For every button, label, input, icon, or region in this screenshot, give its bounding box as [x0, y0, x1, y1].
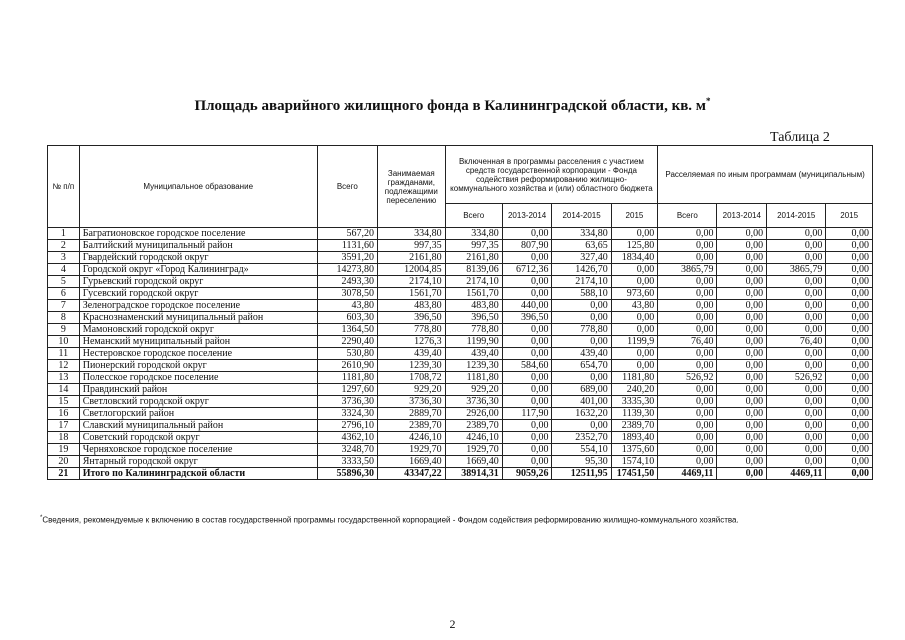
value-cell: 0,00: [658, 288, 717, 300]
value-cell: 0,00: [611, 264, 658, 276]
value-cell: 0,00: [717, 288, 767, 300]
row-number-cell: 21: [48, 468, 80, 480]
value-cell: 584,60: [502, 360, 552, 372]
table-row: [48, 312, 873, 324]
value-cell: 43,80: [317, 300, 377, 312]
value-cell: 0,00: [767, 456, 826, 468]
value-cell: 0,00: [767, 360, 826, 372]
header-program-2015: 2015: [611, 204, 658, 228]
row-number-cell: 2: [48, 240, 80, 252]
value-cell: 3333,50: [317, 456, 377, 468]
value-cell: 0,00: [658, 252, 717, 264]
value-cell: 588,10: [552, 288, 611, 300]
value-cell: 0,00: [502, 420, 552, 432]
municipality-cell: Правдинский район: [79, 384, 317, 396]
value-cell: 0,00: [717, 336, 767, 348]
value-cell: 1239,30: [377, 360, 445, 372]
value-cell: 12511,95: [552, 468, 611, 480]
value-cell: 0,00: [826, 468, 873, 480]
value-cell: 0,00: [717, 408, 767, 420]
value-cell: 6712,36: [502, 264, 552, 276]
value-cell: 8139,06: [445, 264, 502, 276]
value-cell: 0,00: [826, 396, 873, 408]
value-cell: 2389,70: [445, 420, 502, 432]
value-cell: 0,00: [826, 276, 873, 288]
page-number: 2: [449, 617, 456, 631]
value-cell: 396,50: [377, 312, 445, 324]
table-row: [48, 276, 873, 288]
value-cell: 0,00: [658, 456, 717, 468]
page-title: [0, 96, 905, 115]
municipality-cell: Советский городской округ: [79, 432, 317, 444]
value-cell: 0,00: [658, 396, 717, 408]
municipality-cell: Пионерский городской округ: [79, 360, 317, 372]
value-cell: 334,80: [552, 228, 611, 240]
value-cell: 0,00: [658, 420, 717, 432]
value-cell: 0,00: [717, 360, 767, 372]
value-cell: 0,00: [826, 384, 873, 396]
value-cell: 0,00: [826, 456, 873, 468]
table-row: [48, 240, 873, 252]
value-cell: 0,00: [658, 384, 717, 396]
value-cell: 1199,9: [611, 336, 658, 348]
municipality-cell: Светлогорский район: [79, 408, 317, 420]
value-cell: 0,00: [826, 240, 873, 252]
value-cell: 0,00: [611, 228, 658, 240]
value-cell: 0,00: [767, 252, 826, 264]
value-cell: 1139,30: [611, 408, 658, 420]
value-cell: 0,00: [502, 372, 552, 384]
value-cell: 4469,11: [658, 468, 717, 480]
footnote: [40, 512, 870, 527]
value-cell: 401,00: [552, 396, 611, 408]
value-cell: 0,00: [611, 276, 658, 288]
value-cell: 929,20: [445, 384, 502, 396]
value-cell: 0,00: [502, 444, 552, 456]
value-cell: 0,00: [717, 384, 767, 396]
value-cell: 3736,30: [317, 396, 377, 408]
value-cell: 0,00: [826, 252, 873, 264]
row-number-cell: 19: [48, 444, 80, 456]
value-cell: 439,40: [445, 348, 502, 360]
municipality-cell: Янтарный городской округ: [79, 456, 317, 468]
table-total-row: [48, 468, 873, 480]
value-cell: 4469,11: [767, 468, 826, 480]
value-cell: 3078,50: [317, 288, 377, 300]
value-cell: 0,00: [767, 240, 826, 252]
row-number-cell: 18: [48, 432, 80, 444]
value-cell: 0,00: [767, 384, 826, 396]
value-cell: 2889,70: [377, 408, 445, 420]
table-row: [48, 252, 873, 264]
value-cell: 2610,90: [317, 360, 377, 372]
value-cell: 0,00: [611, 348, 658, 360]
value-cell: 973,60: [611, 288, 658, 300]
row-number-cell: 17: [48, 420, 80, 432]
header-other-group: Расселяемая по иным программам (муниципальным): [658, 146, 873, 204]
value-cell: 0,00: [717, 264, 767, 276]
footnote-mark: *: [40, 515, 43, 521]
value-cell: 526,92: [658, 372, 717, 384]
value-cell: 778,80: [445, 324, 502, 336]
value-cell: 0,00: [717, 468, 767, 480]
value-cell: 0,00: [658, 228, 717, 240]
row-number-cell: 7: [48, 300, 80, 312]
value-cell: 0,00: [767, 420, 826, 432]
table-row: [48, 456, 873, 468]
value-cell: 327,40: [552, 252, 611, 264]
value-cell: 1669,40: [377, 456, 445, 468]
value-cell: 0,00: [826, 312, 873, 324]
value-cell: 0,00: [717, 276, 767, 288]
municipality-cell: Зеленоградское городское поселение: [79, 300, 317, 312]
value-cell: 55896,30: [317, 468, 377, 480]
table-row: [48, 396, 873, 408]
value-cell: 38914,31: [445, 468, 502, 480]
municipality-cell: Нестеровское городское поселение: [79, 348, 317, 360]
header-municipality: Муниципальное образование: [79, 146, 317, 228]
value-cell: 0,00: [826, 228, 873, 240]
value-cell: 0,00: [611, 324, 658, 336]
value-cell: 0,00: [767, 288, 826, 300]
value-cell: 0,00: [767, 276, 826, 288]
title-footnote-mark: *: [706, 96, 711, 106]
value-cell: 567,20: [317, 228, 377, 240]
value-cell: 1375,60: [611, 444, 658, 456]
value-cell: 530,80: [317, 348, 377, 360]
row-number-cell: 13: [48, 372, 80, 384]
value-cell: 14273,80: [317, 264, 377, 276]
value-cell: 0,00: [552, 336, 611, 348]
value-cell: 43,80: [611, 300, 658, 312]
value-cell: 0,00: [767, 348, 826, 360]
value-cell: 0,00: [502, 456, 552, 468]
housing-table: [47, 145, 873, 480]
municipality-cell: Гвардейский городской округ: [79, 252, 317, 264]
row-number-cell: 10: [48, 336, 80, 348]
row-number-cell: 3: [48, 252, 80, 264]
value-cell: 0,00: [767, 432, 826, 444]
value-cell: 0,00: [826, 348, 873, 360]
table-row: [48, 336, 873, 348]
municipality-cell: Мамоновский городской округ: [79, 324, 317, 336]
value-cell: 2389,70: [611, 420, 658, 432]
value-cell: 2352,70: [552, 432, 611, 444]
municipality-cell: Багратионовское городское поселение: [79, 228, 317, 240]
value-cell: 0,00: [502, 432, 552, 444]
table-row: [48, 444, 873, 456]
value-cell: 483,80: [377, 300, 445, 312]
municipality-cell: Гусевский городской округ: [79, 288, 317, 300]
row-number-cell: 20: [48, 456, 80, 468]
value-cell: 929,20: [377, 384, 445, 396]
value-cell: 334,80: [377, 228, 445, 240]
value-cell: 689,00: [552, 384, 611, 396]
value-cell: 4362,10: [317, 432, 377, 444]
value-cell: 0,00: [717, 444, 767, 456]
table-label: Таблица 2: [770, 130, 830, 145]
value-cell: 0,00: [611, 360, 658, 372]
table-row: [48, 288, 873, 300]
row-number-cell: 9: [48, 324, 80, 336]
value-cell: 0,00: [767, 300, 826, 312]
value-cell: 1708,72: [377, 372, 445, 384]
value-cell: 554,10: [552, 444, 611, 456]
table-row: [48, 348, 873, 360]
value-cell: 0,00: [826, 336, 873, 348]
value-cell: 0,00: [826, 408, 873, 420]
value-cell: 1632,20: [552, 408, 611, 420]
table-row: [48, 228, 873, 240]
value-cell: 0,00: [826, 444, 873, 456]
value-cell: 603,30: [317, 312, 377, 324]
value-cell: 0,00: [767, 396, 826, 408]
value-cell: 0,00: [502, 324, 552, 336]
value-cell: 0,00: [717, 312, 767, 324]
value-cell: 43347,22: [377, 468, 445, 480]
value-cell: 0,00: [717, 252, 767, 264]
value-cell: 396,50: [502, 312, 552, 324]
value-cell: 2290,40: [317, 336, 377, 348]
header-num: № п/п: [48, 146, 80, 228]
value-cell: 0,00: [658, 324, 717, 336]
table-row: [48, 300, 873, 312]
value-cell: 1893,40: [611, 432, 658, 444]
row-number-cell: 8: [48, 312, 80, 324]
municipality-cell: Гурьевский городской округ: [79, 276, 317, 288]
table-row: [48, 372, 873, 384]
value-cell: 0,00: [826, 420, 873, 432]
row-number-cell: 4: [48, 264, 80, 276]
row-number-cell: 11: [48, 348, 80, 360]
value-cell: 0,00: [717, 372, 767, 384]
header-total: Всего: [317, 146, 377, 228]
value-cell: 2161,80: [445, 252, 502, 264]
value-cell: 1364,50: [317, 324, 377, 336]
value-cell: 3736,30: [445, 396, 502, 408]
value-cell: 0,00: [767, 408, 826, 420]
value-cell: 9059,26: [502, 468, 552, 480]
municipality-cell: Славский муниципальный район: [79, 420, 317, 432]
header-program-2013: 2013-2014: [502, 204, 552, 228]
value-cell: 125,80: [611, 240, 658, 252]
value-cell: 1297,60: [317, 384, 377, 396]
value-cell: 1561,70: [445, 288, 502, 300]
value-cell: 0,00: [552, 312, 611, 324]
row-number-cell: 12: [48, 360, 80, 372]
value-cell: 1426,70: [552, 264, 611, 276]
value-cell: 0,00: [502, 384, 552, 396]
value-cell: 778,80: [552, 324, 611, 336]
value-cell: 334,80: [445, 228, 502, 240]
header-other-2015: 2015: [826, 204, 873, 228]
value-cell: 1574,10: [611, 456, 658, 468]
table-row: [48, 432, 873, 444]
value-cell: 0,00: [552, 420, 611, 432]
value-cell: 2174,10: [552, 276, 611, 288]
value-cell: 2926,00: [445, 408, 502, 420]
value-cell: 0,00: [552, 300, 611, 312]
header-program-total: Всего: [445, 204, 502, 228]
header-other-2013: 2013-2014: [717, 204, 767, 228]
value-cell: 4246,10: [445, 432, 502, 444]
value-cell: 807,90: [502, 240, 552, 252]
row-number-cell: 16: [48, 408, 80, 420]
value-cell: 0,00: [717, 456, 767, 468]
value-cell: 12004,85: [377, 264, 445, 276]
value-cell: 0,00: [826, 324, 873, 336]
row-number-cell: 1: [48, 228, 80, 240]
value-cell: 1834,40: [611, 252, 658, 264]
value-cell: 3248,70: [317, 444, 377, 456]
value-cell: 440,00: [502, 300, 552, 312]
value-cell: 0,00: [658, 360, 717, 372]
value-cell: 1276,3: [377, 336, 445, 348]
value-cell: 2796,10: [317, 420, 377, 432]
value-cell: 0,00: [767, 312, 826, 324]
value-cell: 0,00: [717, 228, 767, 240]
value-cell: 0,00: [717, 396, 767, 408]
value-cell: 396,50: [445, 312, 502, 324]
value-cell: 439,40: [377, 348, 445, 360]
value-cell: 0,00: [502, 288, 552, 300]
value-cell: 0,00: [658, 348, 717, 360]
municipality-cell: Светловский городской округ: [79, 396, 317, 408]
value-cell: 76,40: [658, 336, 717, 348]
value-cell: 2174,10: [445, 276, 502, 288]
value-cell: 4246,10: [377, 432, 445, 444]
municipality-cell: Черняховское городское поселение: [79, 444, 317, 456]
value-cell: 1561,70: [377, 288, 445, 300]
value-cell: 0,00: [717, 348, 767, 360]
municipality-cell: Неманский муниципальный район: [79, 336, 317, 348]
table-row: [48, 324, 873, 336]
value-cell: 1239,30: [445, 360, 502, 372]
value-cell: 0,00: [502, 348, 552, 360]
value-cell: 0,00: [658, 444, 717, 456]
row-number-cell: 14: [48, 384, 80, 396]
value-cell: 0,00: [658, 240, 717, 252]
value-cell: 1669,40: [445, 456, 502, 468]
value-cell: 95,30: [552, 456, 611, 468]
value-cell: 0,00: [658, 432, 717, 444]
header-occupied: Занимаемая гражданами, подлежащими переселению: [377, 146, 445, 228]
value-cell: 0,00: [826, 288, 873, 300]
value-cell: 3736,30: [377, 396, 445, 408]
value-cell: 63,65: [552, 240, 611, 252]
value-cell: 0,00: [658, 300, 717, 312]
row-number-cell: 6: [48, 288, 80, 300]
value-cell: 0,00: [502, 396, 552, 408]
header-other-2014: 2014-2015: [767, 204, 826, 228]
value-cell: 2493,30: [317, 276, 377, 288]
value-cell: 1181,80: [445, 372, 502, 384]
value-cell: 117,90: [502, 408, 552, 420]
value-cell: 0,00: [502, 336, 552, 348]
value-cell: 0,00: [826, 372, 873, 384]
value-cell: 1181,80: [317, 372, 377, 384]
row-number-cell: 15: [48, 396, 80, 408]
table-row: [48, 264, 873, 276]
value-cell: 483,80: [445, 300, 502, 312]
value-cell: 0,00: [502, 252, 552, 264]
header-program-group: Включенная в программы расселения с участием средств государственной корпорации - Фонда содействия реформированию жилищно-коммунального хозяйства и (или) областного бюджета: [445, 146, 658, 204]
value-cell: 3335,30: [611, 396, 658, 408]
value-cell: 439,40: [552, 348, 611, 360]
value-cell: 1181,80: [611, 372, 658, 384]
value-cell: 0,00: [717, 432, 767, 444]
value-cell: 2389,70: [377, 420, 445, 432]
value-cell: 0,00: [658, 408, 717, 420]
value-cell: 0,00: [767, 444, 826, 456]
value-cell: 1929,70: [377, 444, 445, 456]
value-cell: 654,70: [552, 360, 611, 372]
value-cell: 0,00: [717, 324, 767, 336]
value-cell: 1131,60: [317, 240, 377, 252]
value-cell: 526,92: [767, 372, 826, 384]
table-row: [48, 384, 873, 396]
municipality-cell: Краснознаменский муниципальный район: [79, 312, 317, 324]
value-cell: 0,00: [826, 432, 873, 444]
value-cell: 3865,79: [658, 264, 717, 276]
municipality-cell: Итого по Калининградской области: [79, 468, 317, 480]
value-cell: 1199,90: [445, 336, 502, 348]
value-cell: 0,00: [502, 276, 552, 288]
table-body: [48, 228, 873, 480]
table-row: [48, 360, 873, 372]
municipality-cell: Балтийский муниципальный район: [79, 240, 317, 252]
value-cell: 3865,79: [767, 264, 826, 276]
value-cell: 0,00: [502, 228, 552, 240]
value-cell: 2161,80: [377, 252, 445, 264]
table-row: [48, 408, 873, 420]
value-cell: 0,00: [826, 360, 873, 372]
value-cell: 1929,70: [445, 444, 502, 456]
value-cell: 0,00: [611, 312, 658, 324]
value-cell: 997,35: [377, 240, 445, 252]
value-cell: 0,00: [717, 420, 767, 432]
footnote-text: Сведения, рекомендуемые к включению в состав государственной программы государственной корпорацией - Фондом содействия реформированию жилищно-коммунального хозяйства.: [42, 515, 739, 525]
table-row: [48, 420, 873, 432]
value-cell: 0,00: [826, 300, 873, 312]
value-cell: 0,00: [658, 312, 717, 324]
value-cell: 0,00: [717, 240, 767, 252]
header-program-2014: 2014-2015: [552, 204, 611, 228]
value-cell: 3324,30: [317, 408, 377, 420]
value-cell: 0,00: [552, 372, 611, 384]
municipality-cell: Городской округ «Город Калининград»: [79, 264, 317, 276]
header-other-total: Всего: [658, 204, 717, 228]
value-cell: 17451,50: [611, 468, 658, 480]
value-cell: 0,00: [767, 228, 826, 240]
value-cell: 76,40: [767, 336, 826, 348]
value-cell: 240,20: [611, 384, 658, 396]
value-cell: 0,00: [826, 264, 873, 276]
value-cell: 0,00: [658, 276, 717, 288]
value-cell: 997,35: [445, 240, 502, 252]
value-cell: 2174,10: [377, 276, 445, 288]
row-number-cell: 5: [48, 276, 80, 288]
value-cell: 3591,20: [317, 252, 377, 264]
value-cell: 778,80: [377, 324, 445, 336]
value-cell: 0,00: [767, 324, 826, 336]
title-text: Площадь аварийного жилищного фонда в Калининградской области, кв. м: [194, 98, 707, 114]
municipality-cell: Полесское городское поселение: [79, 372, 317, 384]
value-cell: 0,00: [717, 300, 767, 312]
